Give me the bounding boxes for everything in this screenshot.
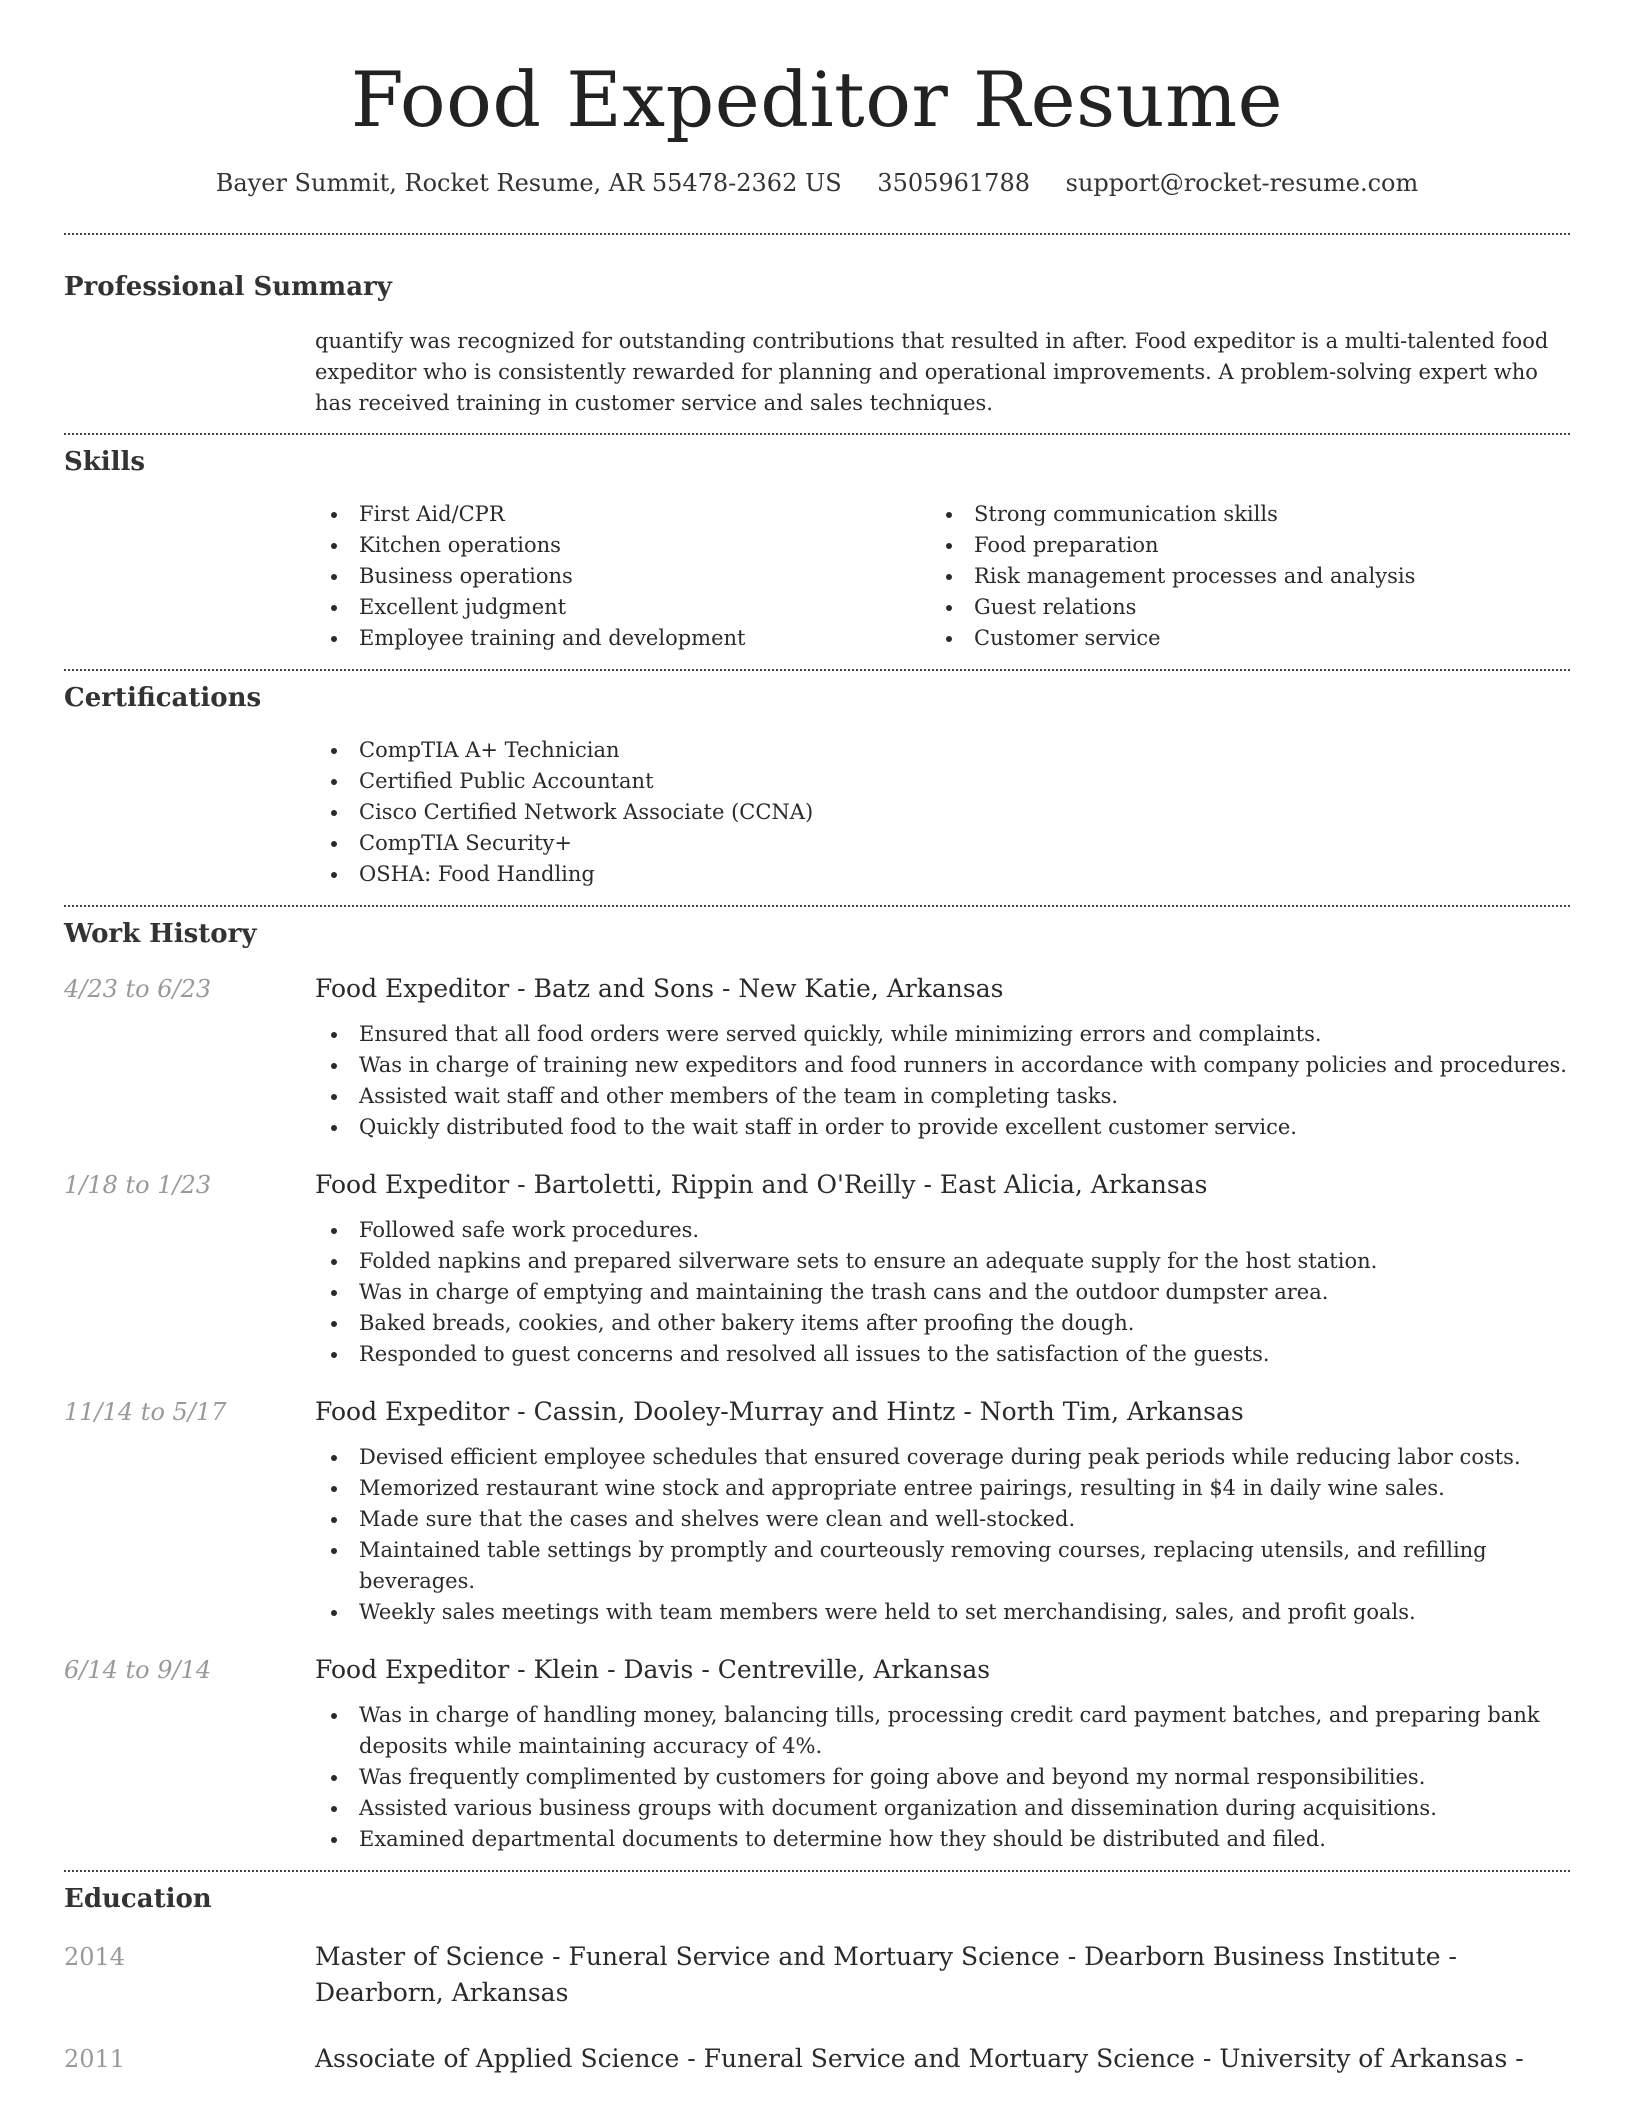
list-item: Devised efficient employee schedules that ensured coverage during peak periods while reducing labor costs. — [315, 1442, 1570, 1473]
work-history-section — [64, 917, 1570, 1855]
list-item: CompTIA A+ Technician — [315, 735, 1570, 766]
certifications-list — [315, 735, 1570, 890]
list-item: Guest relations — [930, 592, 1545, 623]
section-heading: Education — [64, 1884, 212, 1914]
section-heading: Skills — [64, 447, 146, 477]
skills-list-left — [315, 499, 930, 654]
section-heading: Professional Summary — [64, 272, 392, 302]
certifications-section — [64, 681, 1570, 890]
list-item: Was in charge of training new expeditors and food runners in accordance with company policies and procedures. — [315, 1050, 1570, 1081]
divider — [64, 433, 1570, 435]
skills-section — [64, 445, 1570, 654]
list-item: Employee training and development — [315, 623, 930, 654]
list-item: Excellent judgment — [315, 592, 930, 623]
list-item: Customer service — [930, 623, 1545, 654]
list-item: First Aid/CPR — [315, 499, 930, 530]
education-entry — [64, 2041, 1570, 2077]
job-bullets — [315, 1442, 1570, 1628]
job-title: Food Expeditor - Klein - Davis - Centreville, Arkansas — [315, 1655, 991, 1684]
resume-page — [64, 0, 1570, 2112]
list-item: Folded napkins and prepared silverware sets to ensure an adequate supply for the host station. — [315, 1246, 1570, 1277]
skills-list-right — [930, 499, 1545, 654]
list-item: Was frequently complimented by customers for going above and beyond my normal responsibilities. — [315, 1762, 1570, 1793]
divider — [64, 905, 1570, 907]
job-title: Food Expeditor - Cassin, Dooley-Murray and Hintz - North Tim, Arkansas — [315, 1397, 1244, 1426]
job-entry — [64, 1653, 1570, 1855]
education-entry — [64, 1939, 1570, 2011]
list-item: Memorized restaurant wine stock and appropriate entree pairings, resulting in $4 in daily wine sales. — [315, 1473, 1570, 1504]
education-title: Associate of Applied Science - Funeral Service and Mortuary Science - University of Arkansas - — [315, 2044, 1524, 2073]
education-title: Master of Science - Funeral Service and Mortuary Science - Dearborn Business Institute - Dearborn, Arkansas — [315, 1942, 1457, 2007]
job-entry — [64, 1395, 1570, 1628]
job-entry — [64, 972, 1570, 1143]
skills-grid — [315, 499, 1570, 654]
job-entry — [64, 1168, 1570, 1370]
list-item: Followed safe work procedures. — [315, 1215, 1570, 1246]
list-item: Food preparation — [930, 530, 1545, 561]
resume-title: Food Expeditor Resume — [350, 55, 1284, 144]
address: Bayer Summit, Rocket Resume, AR 55478-2362 US — [215, 169, 842, 197]
job-bullets — [315, 1019, 1570, 1143]
list-item: Assisted various business groups with document organization and dissemination during acquisitions. — [315, 1793, 1570, 1824]
job-title: Food Expeditor - Batz and Sons - New Katie, Arkansas — [315, 974, 1004, 1003]
list-item: Maintained table settings by promptly and courteously removing courses, replacing utensils, and refilling beverages. — [315, 1535, 1570, 1597]
list-item: CompTIA Security+ — [315, 828, 1570, 859]
job-dates: 11/14 to 5/17 — [64, 1398, 227, 1426]
email: support@rocket-resume.com — [1065, 169, 1419, 197]
list-item: Was in charge of emptying and maintaining the trash cans and the outdoor dumpster area. — [315, 1277, 1570, 1308]
list-item: Responded to guest concerns and resolved all issues to the satisfaction of the guests. — [315, 1339, 1570, 1370]
list-item: Quickly distributed food to the wait staff in order to provide excellent customer service. — [315, 1112, 1570, 1143]
summary-text: quantify was recognized for outstanding contributions that resulted in after. Food expeditor is a multi-talented food expeditor who is consistently rewarded for planning and operational improvements. A problem-solving expert who has received training in customer service and sales techniques. — [315, 329, 1549, 415]
list-item: Cisco Certified Network Associate (CCNA) — [315, 797, 1570, 828]
list-item: Ensured that all food orders were served quickly, while minimizing errors and complaints. — [315, 1019, 1570, 1050]
list-item: Strong communication skills — [930, 499, 1545, 530]
list-item: Kitchen operations — [315, 530, 930, 561]
job-dates: 1/18 to 1/23 — [64, 1171, 212, 1199]
education-year: 2014 — [64, 1943, 126, 1971]
job-title: Food Expeditor - Bartoletti, Rippin and O'Reilly - East Alicia, Arkansas — [315, 1170, 1208, 1199]
divider — [64, 233, 1570, 235]
list-item: Made sure that the cases and shelves were clean and well-stocked. — [315, 1504, 1570, 1535]
education-section — [64, 1882, 1570, 2077]
job-bullets — [315, 1215, 1570, 1370]
list-item: Assisted wait staff and other members of the team in completing tasks. — [315, 1081, 1570, 1112]
divider — [64, 669, 1570, 671]
list-item: Examined departmental documents to determine how they should be distributed and filed. — [315, 1824, 1570, 1855]
phone: 3505961788 — [877, 169, 1030, 197]
list-item: Risk management processes and analysis — [930, 561, 1545, 592]
divider — [64, 1870, 1570, 1872]
job-dates: 4/23 to 6/23 — [64, 975, 212, 1003]
list-item: Baked breads, cookies, and other bakery items after proofing the dough. — [315, 1308, 1570, 1339]
list-item: Weekly sales meetings with team members were held to set merchandising, sales, and profit goals. — [315, 1597, 1570, 1628]
education-year: 2011 — [64, 2045, 126, 2073]
summary-section — [64, 270, 1570, 419]
section-heading: Certifications — [64, 683, 262, 713]
contact-line — [64, 166, 1570, 200]
job-bullets — [315, 1700, 1570, 1855]
list-item: Was in charge of handling money, balancing tills, processing credit card payment batches, and preparing bank deposits while maintaining accuracy of 4%. — [315, 1700, 1570, 1762]
job-dates: 6/14 to 9/14 — [64, 1656, 212, 1684]
list-item: OSHA: Food Handling — [315, 859, 1570, 890]
section-heading: Work History — [64, 919, 257, 949]
list-item: Business operations — [315, 561, 930, 592]
list-item: Certified Public Accountant — [315, 766, 1570, 797]
